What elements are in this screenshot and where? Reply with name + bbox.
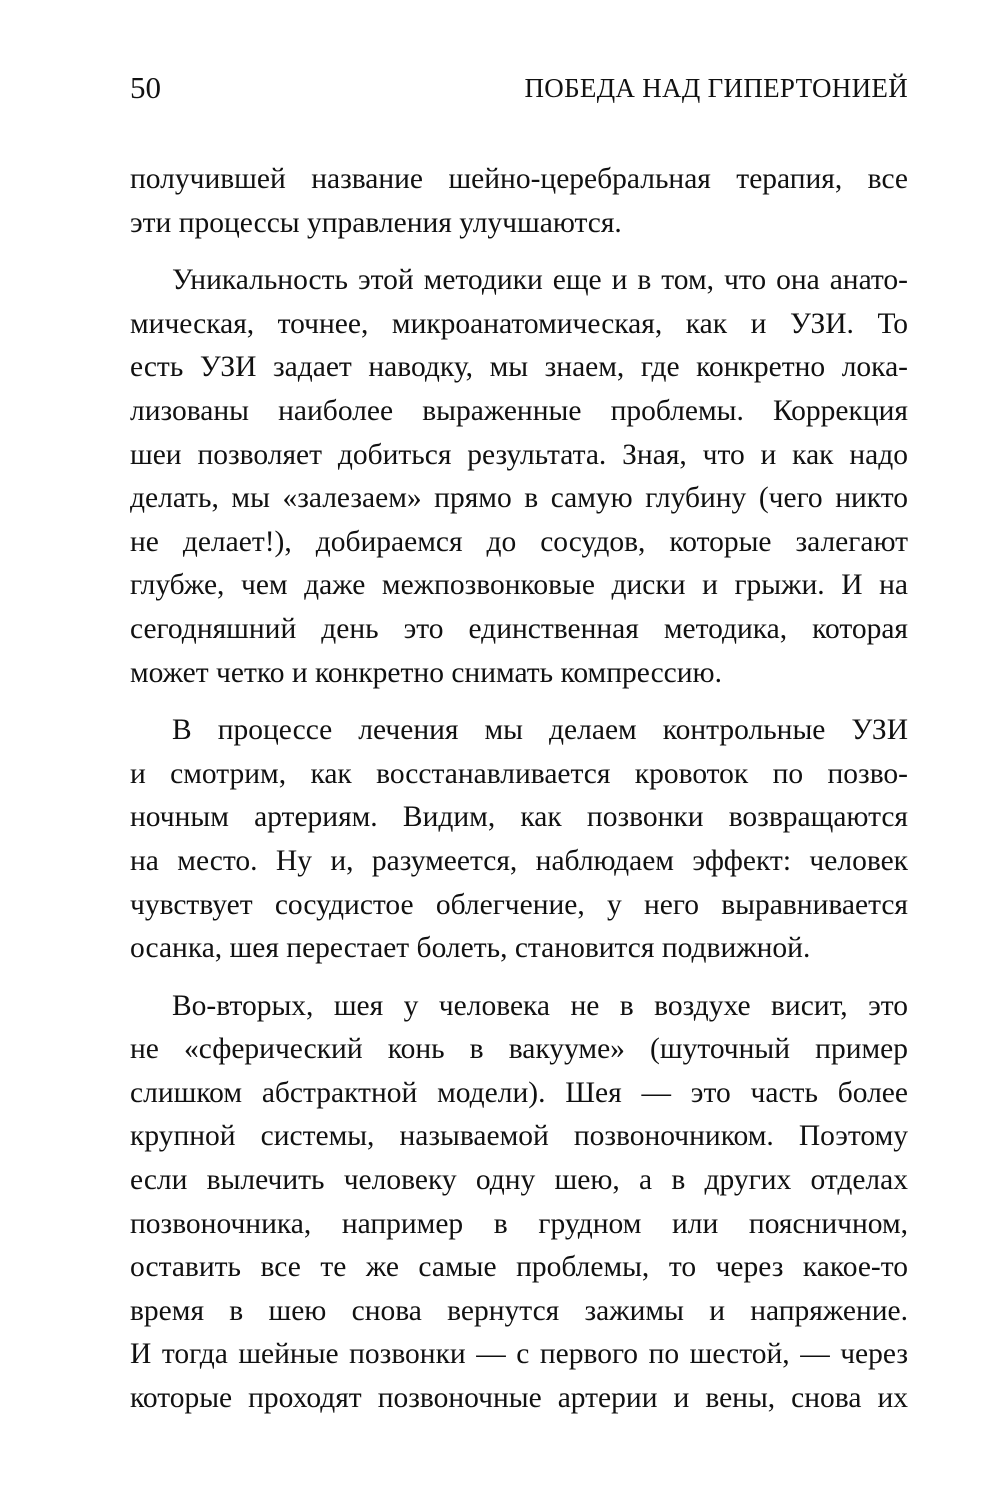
- body-text: [130, 158, 908, 1435]
- text-line: если вылечить человеку одну шею, а в других отделах: [130, 1164, 908, 1197]
- text-line: И тогда шейные позвонки — с первого по шестой, — через: [130, 1338, 908, 1371]
- text-line: оставить все те же самые проблемы, то через какое-то: [130, 1251, 908, 1284]
- text-line: Уникальность этой методики еще и в том, что она анато-: [172, 264, 908, 297]
- text-line: В процессе лечения мы делаем контрольные УЗИ: [172, 714, 908, 747]
- text-line: не делает!), добираемся до сосудов, которые залегают: [130, 525, 908, 558]
- text-line: слишком абстрактной модели). Шея — это часть более: [130, 1076, 908, 1109]
- text-line: не «сферический конь в вакууме» (шуточный пример: [130, 1033, 908, 1066]
- running-title: ПОБЕДА НАД ГИПЕРТОНИЕЙ: [524, 73, 908, 103]
- paragraph: [130, 709, 908, 971]
- text-line: чувствует сосудистое облегчение, у него выравнивается: [130, 888, 908, 921]
- text-line: лизованы наиболее выраженные проблемы. Коррекция: [130, 394, 908, 427]
- paragraph: [130, 259, 908, 695]
- text-line: делать, мы «залезаем» прямо в самую глубину (чего никто: [130, 482, 908, 515]
- text-line: осанка, шея перестает болеть, становится подвижной.: [130, 932, 811, 965]
- text-line: глубже, чем даже межпозвонковые диски и грыжи. И на: [130, 569, 908, 602]
- paragraph: [130, 158, 908, 245]
- text-line: может четко и конкретно снимать компрессию.: [130, 656, 722, 689]
- text-line: получившей название шейно-церебральная терапия, все: [130, 163, 908, 195]
- text-line: ночным артериям. Видим, как позвонки возвращаются: [130, 801, 908, 834]
- text-line: на место. Ну и, разумеется, наблюдаем эффект: человек: [130, 844, 908, 877]
- text-line: Во-вторых, шея у человека не в воздухе висит, это: [172, 989, 908, 1022]
- text-line: и смотрим, как восстанавливается кровоток по позво-: [130, 757, 908, 790]
- text-line: которые проходят позвоночные артерии и вены, снова их: [130, 1382, 908, 1415]
- text-line: шеи позволяет добиться результата. Зная, что и как надо: [130, 438, 908, 471]
- text-line: эти процессы управления улучшаются.: [130, 206, 622, 239]
- text-line: мическая, точнее, микроанатомическая, как и УЗИ. То: [130, 307, 908, 340]
- paragraph: [130, 985, 908, 1421]
- text-line: крупной системы, называемой позвоночником. Поэтому: [130, 1120, 908, 1153]
- text-line: позвоночника, например в грудном или поясничном,: [130, 1207, 908, 1240]
- text-line: сегодняшний день это единственная методика, которая: [130, 612, 908, 645]
- page-number: 50: [130, 70, 161, 105]
- text-line: есть УЗИ задает наводку, мы знаем, где конкретно лока-: [130, 351, 908, 384]
- page-header: [130, 68, 908, 108]
- text-line: время в шею снова вернутся зажимы и напряжение.: [130, 1294, 908, 1327]
